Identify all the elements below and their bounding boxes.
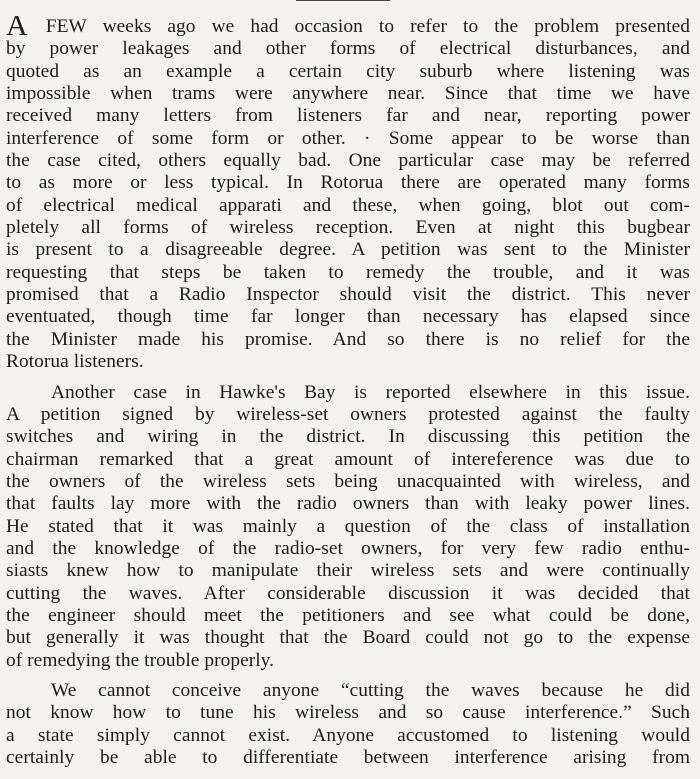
text-line: impossible when trams were anywhere near. Since that time we have <box>6 83 690 105</box>
text-line: a state simply cannot exist. Anyone accustomed to listening would <box>6 724 690 746</box>
text-line: of remedying the trouble properly. <box>6 649 275 671</box>
text-line: eventuated, though time far longer than necessary has elapsed since <box>6 306 690 328</box>
text-line-content: FEW weeks ago we had occasion to refer to the problem presented <box>45 16 690 37</box>
paragraph-1 <box>0 16 700 374</box>
text-line: not know how to tune his wireless and so cause interference.” Such <box>6 702 690 724</box>
text-line: by power leakages and other forms of electrical disturbances, and <box>6 38 690 60</box>
text-line: switches and wiring in the district. In discussing this petition the <box>6 426 690 448</box>
text-line: that faults lay more with the radio owners than with leaky power lines. <box>6 493 690 515</box>
text-line: but generally it was thought that the Board could not go to the expense <box>6 627 690 649</box>
text-line: We cannot conceive anyone “cutting the waves because he did <box>51 679 690 701</box>
paragraph-3 <box>0 680 700 769</box>
text-line: the owners of the wireless sets being unacquainted with wireless, and <box>6 470 690 492</box>
text-line <box>6 16 690 38</box>
paragraph-2 <box>0 382 700 672</box>
text-line: is present to a disagreeable degree. A petition was sent to the Minister <box>6 239 690 261</box>
article <box>0 16 700 769</box>
text-line: to as more or less typical. In Rotorua there are operated many forms <box>6 172 690 194</box>
text-line: of electrical medical apparati and these, when going, blot out com- <box>6 194 690 216</box>
text-line: the case cited, others equally bad. One particular case may be referred <box>6 150 690 172</box>
top-rule <box>296 0 390 1</box>
text-line: the Minister made his promise. And so there is no relief for the <box>6 328 690 350</box>
text-line: chairman remarked that a great amount of intereference was due to <box>6 448 690 470</box>
text-line: interference of some form or other. · Some appear to be worse than <box>6 127 690 149</box>
text-line: cutting the waves. After considerable discussion it was decided that <box>6 582 690 604</box>
drop-cap: A <box>6 16 28 39</box>
text-line: promised that a Radio Inspector should visit the district. This never <box>6 284 690 306</box>
text-line: A petition signed by wireless-set owners protested against the faulty <box>6 403 690 425</box>
text-line: Rotorua listeners. <box>6 351 144 373</box>
text-line: He stated that it was mainly a question of the class of installation <box>6 515 690 537</box>
text-line: requesting that steps be taken to remedy the trouble, and it was <box>6 261 690 283</box>
text-line: siasts knew how to manipulate their wireless sets and were continually <box>6 560 690 582</box>
text-line: quoted as an example a certain city suburb where listening was <box>6 60 690 82</box>
text-line: certainly be able to differentiate between interference arising from <box>6 747 690 768</box>
text-line: and the knowledge of the radio-set owners, for very few radio enthu- <box>6 537 690 559</box>
text-line: the engineer should meet the petitioners and see what could be done, <box>6 604 690 626</box>
text-line: received many letters from listeners far and near, reporting power <box>6 105 690 127</box>
text-line: Another case in Hawke's Bay is reported elsewhere in this issue. <box>51 381 690 403</box>
text-line: pletely all forms of wireless reception. Even at night this bugbear <box>6 217 690 239</box>
